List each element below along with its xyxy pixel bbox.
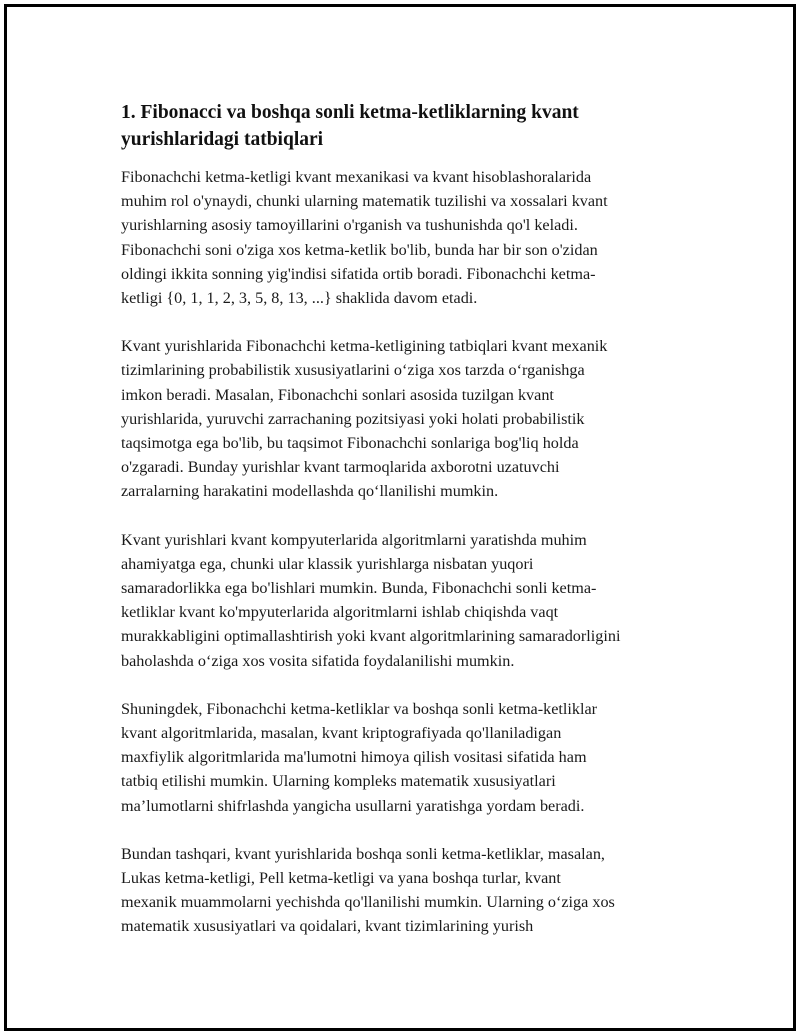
text-line: Shuningdek, Fibonachchi ketma-ketliklar va boshqa sonli ketma-ketliklar [121, 699, 598, 718]
text-line: matematik xususiyatlari va qoidalari, kvant tizimlarining yurish [121, 917, 534, 936]
paragraph-4 [121, 697, 701, 818]
section-heading [121, 99, 701, 153]
text-line: o'zgaradi. Bunday yurishlar kvant tarmoqlarida axborotni uzatuvchi [121, 458, 560, 477]
text-line: maxfiylik algoritmlarida ma'lumotni himoya qilish vositasi sifatida ham [121, 748, 587, 767]
text-line: tatbiq etilishi mumkin. Ularning kompleks matematik xususiyatlari [121, 772, 556, 791]
text-line: kvant algoritmlarida, masalan, kvant kriptografiyada qo'llaniladigan [121, 724, 562, 743]
text-line: ma’lumotlarni shifrlashda yangicha usullarni yaratishga yordam beradi. [121, 796, 585, 815]
text-line: murakkabligini optimallashtirish yoki kvant algoritmlarining samaradorligini [121, 627, 621, 646]
text-line: Fibonachchi ketma-ketligi kvant mexanikasi va kvant hisoblashoralarida [121, 168, 592, 186]
text-line: Bundan tashqari, kvant yurishlarida boshqa sonli ketma-ketliklar, masalan, [121, 844, 605, 863]
text-line: Fibonachchi soni o'ziga xos ketma-ketlik bo'lib, bunda har bir son o'zidan [121, 240, 598, 259]
text-line: baholashda o‘ziga xos vosita sifatida foydalanilishi mumkin. [121, 651, 515, 670]
paragraph-3 [121, 528, 701, 673]
text-line: yurishlarida, yuruvchi zarrachaning pozitsiyasi yoki holati probabilistik [121, 409, 585, 428]
text-line: yurishlarning asosiy tamoyillarini o'rganish va tushunishda qo'l keladi. [121, 216, 578, 235]
text-line: tizimlarining probabilistik xususiyatlarini o‘ziga xos tarzda o‘rganishga [121, 361, 585, 380]
text-line: ketliklar kvant ko'mpyuterlarida algoritmlarni ishlab chiqishda vaqt [121, 603, 559, 622]
heading-line: 1. Fibonacci va boshqa sonli ketma-ketliklarning kvant [121, 102, 579, 123]
page-frame [4, 4, 796, 1031]
text-line: ketligi {0, 1, 1, 2, 3, 5, 8, 13, ...} shaklida davom etadi. [121, 289, 478, 308]
text-line: oldingi ikkita sonning yig'indisi sifatida ortib boradi. Fibonachchi ketma- [121, 264, 596, 283]
text-line: samaradorlikka ega bo'lishlari mumkin. Bunda, Fibonachchi sonli ketma- [121, 579, 597, 598]
paragraph-1 [121, 165, 701, 310]
text-line: taqsimotga ega bo'lib, bu taqsimot Fibonachchi sonlariga bog'liq holda [121, 434, 579, 453]
text-line: Lukas ketma-ketligi, Pell ketma-ketligi va yana boshqa turlar, kvant [121, 869, 561, 888]
text-line: Kvant yurishlarida Fibonachchi ketma-ketligining tatbiqlari kvant mexanik [121, 337, 608, 356]
paragraph-2 [121, 334, 701, 503]
text-line: Kvant yurishlari kvant kompyuterlarida algoritmlarni yaratishda muhim [121, 530, 587, 549]
document-body [121, 99, 701, 963]
text-line: ahamiyatga ega, chunki ular klassik yurishlarga nisbatan yuqori [121, 554, 534, 573]
text-line: mexanik muammolarni yechishda qo'llanilishi mumkin. Ularning o‘ziga xos [121, 893, 615, 912]
paragraph-5 [121, 842, 701, 939]
heading-line: yurishlaridagi tatbiqlari [121, 129, 324, 150]
text-line: imkon beradi. Masalan, Fibonachchi sonlari asosida tuzilgan kvant [121, 385, 554, 404]
text-line: muhim rol o'ynaydi, chunki ularning matematik tuzilishi va xossalari kvant [121, 192, 608, 211]
text-line: zarralarning harakatini modellashda qo‘llanilishi mumkin. [121, 482, 499, 501]
